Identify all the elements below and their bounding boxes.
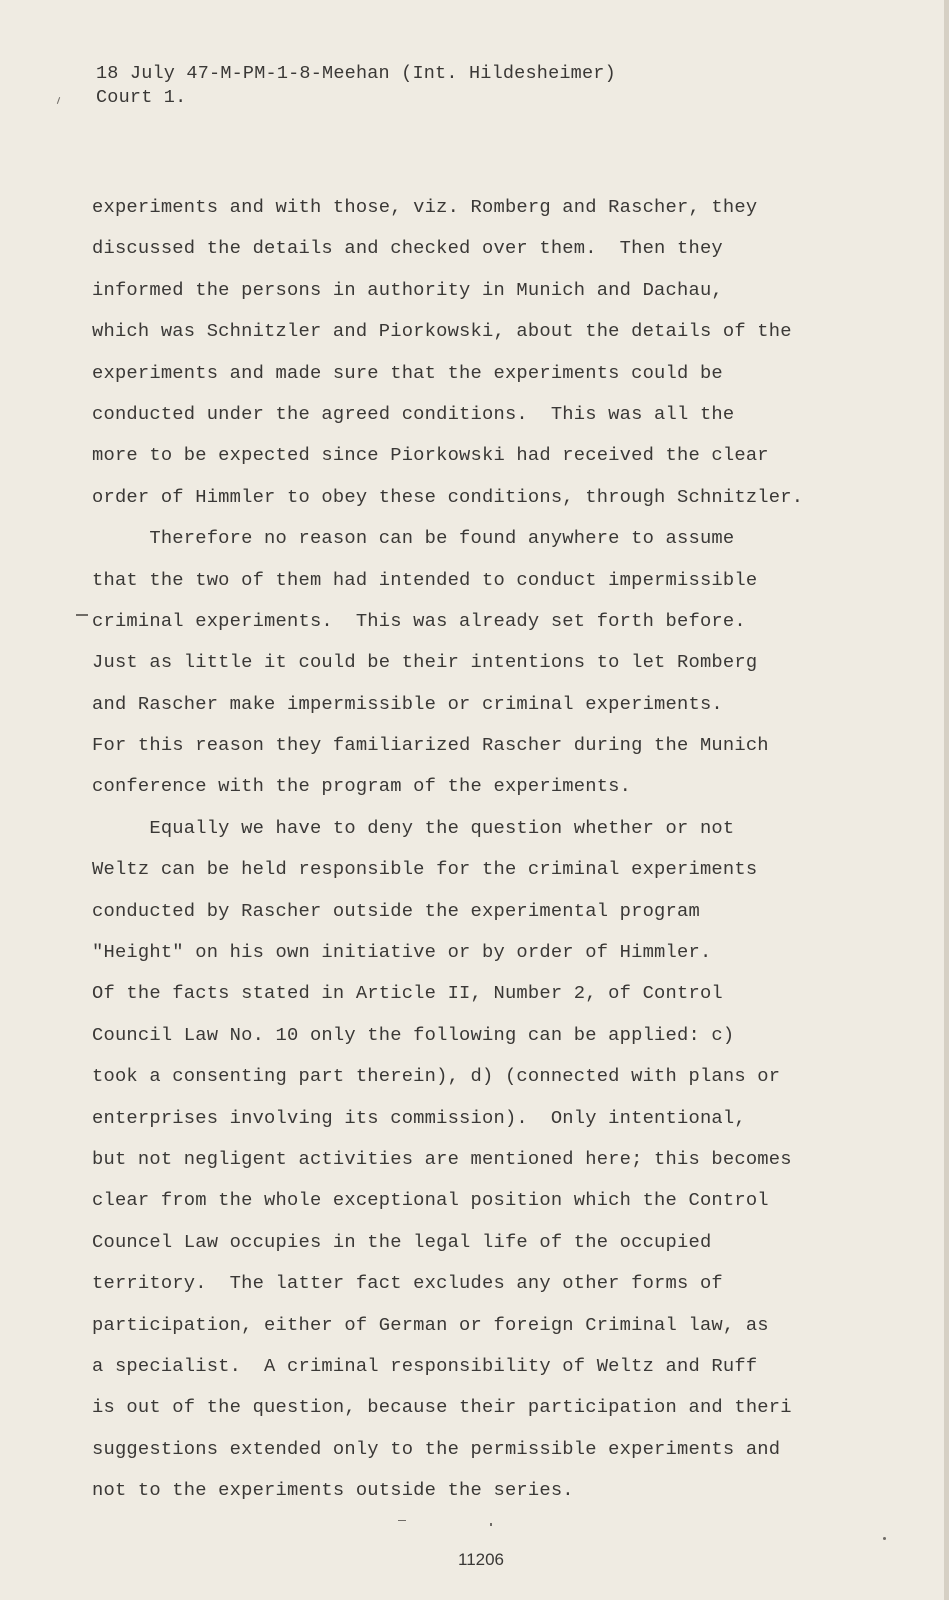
text-line: Equally we have to deny the question whether or not (92, 816, 735, 839)
text-line: experiments and with those, viz. Romberg and Rascher, they (92, 196, 758, 218)
text-line: For this reason they familiarized Rascher during the Munich (92, 734, 769, 757)
text-line: more to be expected since Piorkowski had received the clear (92, 444, 769, 467)
text-line: discussed the details and checked over them. Then they (92, 237, 723, 260)
text-line: Therefore no reason can be found anywhere to assume (92, 527, 735, 550)
header-session-line: 18 July 47-M-PM-1-8-Meehan (Int. Hildesheimer) (96, 63, 616, 84)
text-line: Weltz can be held responsible for the criminal experiments (92, 858, 758, 881)
text-line: clear from the whole exceptional position which the Control (92, 1189, 769, 1212)
text-line: took a consenting part therein), d) (connected with plans or (92, 1065, 781, 1088)
text-line: which was Schnitzler and Piorkowski, about the details of the (92, 320, 792, 343)
stray-ink-mark (490, 1523, 492, 1526)
text-line: territory. The latter fact excludes any other forms of (92, 1272, 723, 1295)
text-line: a specialist. A criminal responsibility of Weltz and Ruff (92, 1354, 758, 1377)
stray-ink-mark (883, 1537, 886, 1540)
text-line: informed the persons in authority in Munich and Dachau, (92, 278, 723, 301)
text-line: criminal experiments. This was already set forth before. (92, 609, 746, 632)
stray-ink-mark (398, 1520, 406, 1521)
page-number: 11206 (458, 1550, 505, 1569)
text-line: and Rascher make impermissible or criminal experiments. (92, 692, 723, 715)
text-line: experiments and made sure that the experiments could be (92, 361, 723, 384)
text-line: not to the experiments outside the series. (92, 1479, 574, 1502)
margin-tick-mark (57, 97, 60, 104)
transcript-body (92, 187, 922, 1512)
text-line: enterprises involving its commission). Only intentional, (92, 1106, 746, 1129)
text-line: Of the facts stated in Article II, Number 2, of Control (92, 982, 723, 1005)
text-line: order of Himmler to obey these conditions, through Schnitzler. (92, 485, 804, 508)
text-line: is out of the question, because their participation and theri (92, 1396, 792, 1419)
margin-dash-mark (76, 614, 88, 616)
text-line: conference with the program of the experiments. (92, 775, 632, 798)
text-line: but not negligent activities are mentioned here; this becomes (92, 1147, 792, 1170)
text-line: that the two of them had intended to conduct impermissible (92, 568, 758, 591)
text-line: Council Law No. 10 only the following can be applied: c) (92, 1023, 735, 1046)
text-line: conducted under the agreed conditions. This was all the (92, 402, 735, 425)
document-header (96, 62, 616, 110)
text-line: suggestions extended only to the permissible experiments and (92, 1437, 781, 1460)
text-line: conducted by Rascher outside the experimental program (92, 899, 700, 922)
text-line: "Height" on his own initiative or by order of Himmler. (92, 941, 712, 964)
text-line: Councel Law occupies in the legal life of the occupied (92, 1230, 712, 1253)
text-line: participation, either of German or foreign Criminal law, as (92, 1313, 769, 1336)
header-court-line: Court 1. (96, 87, 187, 108)
text-line: Just as little it could be their intentions to let Romberg (92, 651, 758, 674)
